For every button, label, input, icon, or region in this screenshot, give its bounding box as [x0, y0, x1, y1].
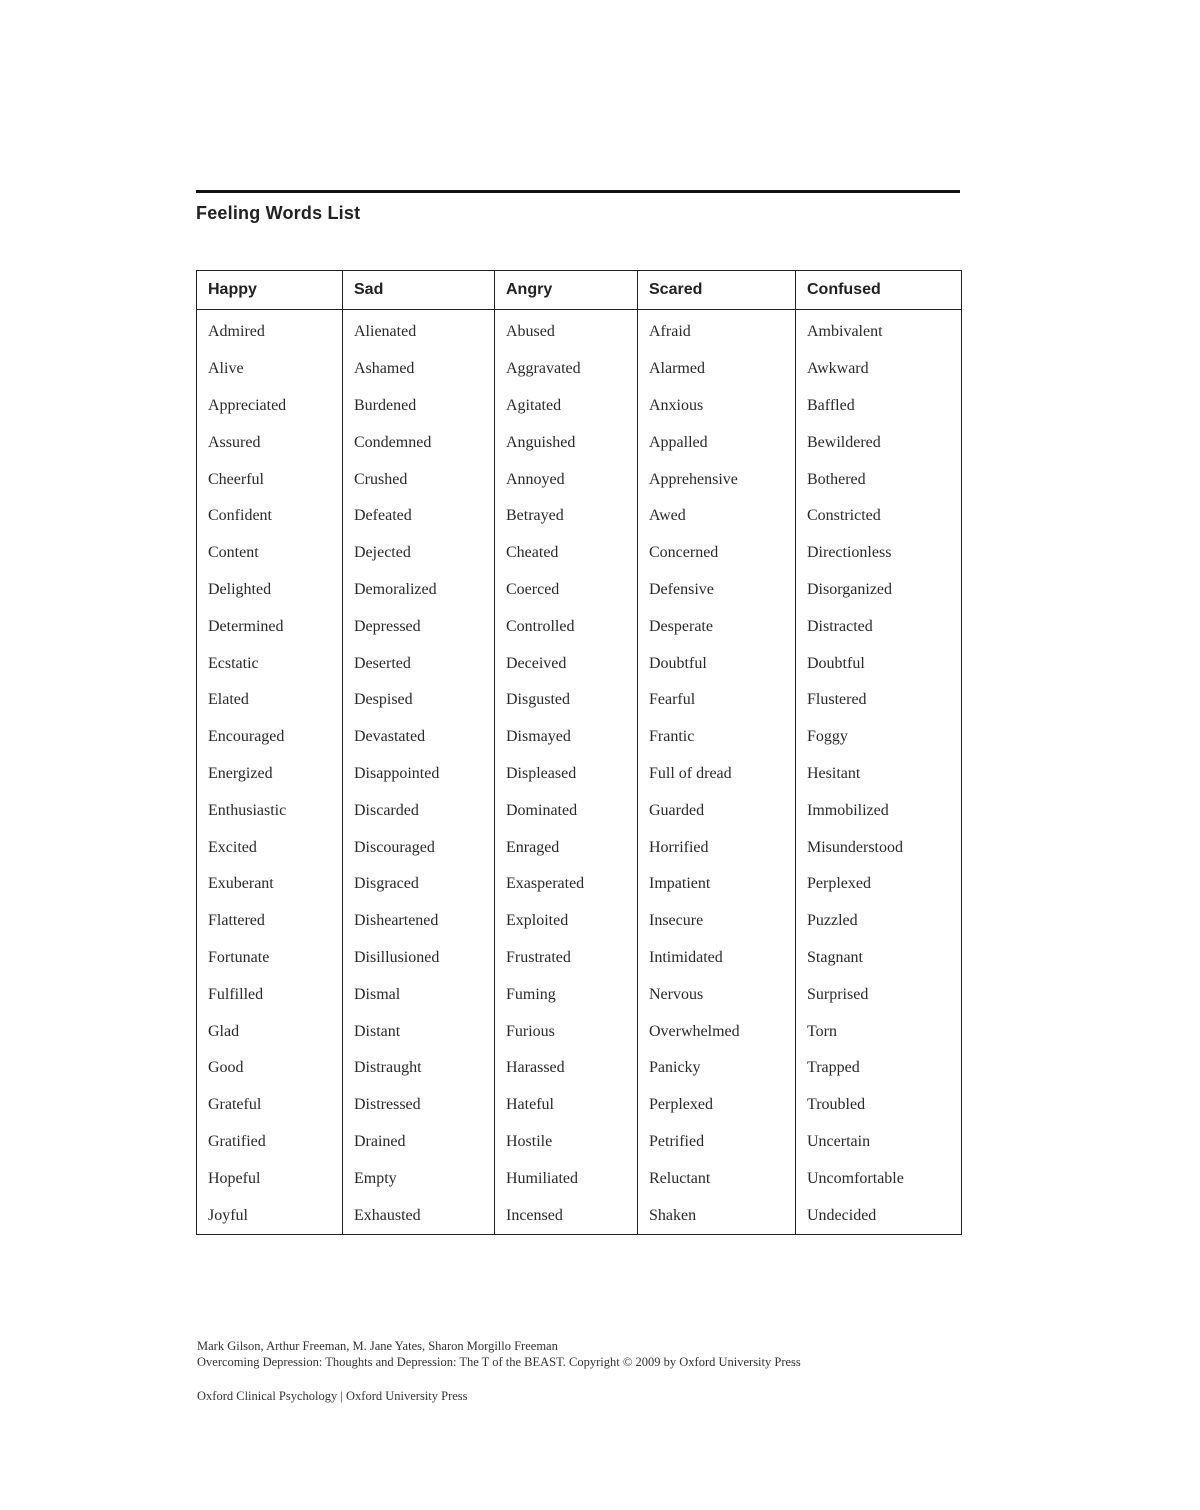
word-cell-sad: Despised: [343, 682, 495, 719]
word-cell-angry: Exploited: [495, 903, 638, 940]
table-row: [197, 608, 962, 645]
table-header: [197, 271, 962, 310]
word-cell-angry: Deceived: [495, 645, 638, 682]
word-cell-scared: Full of dread: [638, 756, 796, 793]
word-cell-scared: Anxious: [638, 388, 796, 425]
word-cell-confused: Bewildered: [796, 424, 962, 461]
word-cell-angry: Hateful: [495, 1087, 638, 1124]
page-title: Feeling Words List: [196, 203, 361, 223]
word-cell-sad: Ashamed: [343, 351, 495, 388]
table-row: [197, 756, 962, 793]
word-cell-scared: Defensive: [638, 572, 796, 609]
word-cell-sad: Distant: [343, 1013, 495, 1050]
word-cell-sad: Exhausted: [343, 1197, 495, 1234]
word-cell-confused: Foggy: [796, 719, 962, 756]
word-cell-sad: Dismal: [343, 976, 495, 1013]
word-cell-angry: Controlled: [495, 608, 638, 645]
word-cell-scared: Impatient: [638, 866, 796, 903]
word-cell-happy: Assured: [197, 424, 343, 461]
word-cell-sad: Crushed: [343, 461, 495, 498]
table-row: [197, 1160, 962, 1197]
footer-book-citation: Overcoming Depression: Thoughts and Depression: The T of the BEAST. Copyright © 2009 by Oxford University Press: [197, 1355, 801, 1369]
word-cell-angry: Frustrated: [495, 940, 638, 977]
word-cell-confused: Awkward: [796, 351, 962, 388]
word-cell-sad: Distraught: [343, 1050, 495, 1087]
word-cell-happy: Ecstatic: [197, 645, 343, 682]
word-cell-angry: Dismayed: [495, 719, 638, 756]
table-row: [197, 1124, 962, 1161]
word-cell-scared: Reluctant: [638, 1160, 796, 1197]
word-cell-scared: Concerned: [638, 535, 796, 572]
word-cell-angry: Agitated: [495, 388, 638, 425]
word-cell-happy: Hopeful: [197, 1160, 343, 1197]
word-cell-happy: Encouraged: [197, 719, 343, 756]
word-cell-scared: Afraid: [638, 310, 796, 351]
word-cell-sad: Depressed: [343, 608, 495, 645]
word-cell-confused: Doubtful: [796, 645, 962, 682]
word-cell-sad: Disappointed: [343, 756, 495, 793]
word-cell-confused: Undecided: [796, 1197, 962, 1234]
word-cell-confused: Constricted: [796, 498, 962, 535]
word-cell-sad: Discarded: [343, 792, 495, 829]
column-header-happy: Happy: [197, 271, 343, 310]
word-cell-happy: Determined: [197, 608, 343, 645]
table-row: [197, 388, 962, 425]
table-row: [197, 498, 962, 535]
table-row: [197, 351, 962, 388]
footer-publisher: Oxford Clinical Psychology | Oxford University Press: [197, 1389, 468, 1403]
word-cell-confused: Directionless: [796, 535, 962, 572]
word-cell-angry: Hostile: [495, 1124, 638, 1161]
word-cell-sad: Deserted: [343, 645, 495, 682]
feeling-words-table: [196, 270, 962, 1235]
word-cell-angry: Displeased: [495, 756, 638, 793]
word-cell-sad: Empty: [343, 1160, 495, 1197]
word-cell-scared: Doubtful: [638, 645, 796, 682]
word-cell-confused: Immobilized: [796, 792, 962, 829]
word-cell-happy: Confident: [197, 498, 343, 535]
table-row: [197, 940, 962, 977]
word-cell-scared: Appalled: [638, 424, 796, 461]
word-cell-angry: Incensed: [495, 1197, 638, 1234]
word-cell-angry: Annoyed: [495, 461, 638, 498]
word-cell-happy: Admired: [197, 310, 343, 351]
word-cell-scared: Perplexed: [638, 1087, 796, 1124]
word-cell-confused: Puzzled: [796, 903, 962, 940]
column-header-sad: Sad: [343, 271, 495, 310]
word-cell-scared: Shaken: [638, 1197, 796, 1234]
table-row: [197, 1013, 962, 1050]
word-cell-scared: Insecure: [638, 903, 796, 940]
word-cell-scared: Guarded: [638, 792, 796, 829]
word-cell-happy: Good: [197, 1050, 343, 1087]
word-cell-sad: Demoralized: [343, 572, 495, 609]
word-cell-angry: Furious: [495, 1013, 638, 1050]
word-cell-confused: Hesitant: [796, 756, 962, 793]
word-cell-sad: Dejected: [343, 535, 495, 572]
word-cell-angry: Enraged: [495, 829, 638, 866]
table-row: [197, 829, 962, 866]
word-cell-happy: Enthusiastic: [197, 792, 343, 829]
word-cell-angry: Disgusted: [495, 682, 638, 719]
word-cell-confused: Perplexed: [796, 866, 962, 903]
word-cell-sad: Disheartened: [343, 903, 495, 940]
word-cell-happy: Alive: [197, 351, 343, 388]
table-row: [197, 976, 962, 1013]
word-cell-scared: Panicky: [638, 1050, 796, 1087]
table-row: [197, 535, 962, 572]
word-cell-scared: Horrified: [638, 829, 796, 866]
word-cell-angry: Harassed: [495, 1050, 638, 1087]
word-cell-happy: Joyful: [197, 1197, 343, 1234]
word-cell-sad: Disgraced: [343, 866, 495, 903]
word-cell-confused: Uncertain: [796, 1124, 962, 1161]
word-cell-happy: Content: [197, 535, 343, 572]
word-cell-confused: Troubled: [796, 1087, 962, 1124]
header-row: [197, 271, 962, 310]
word-cell-angry: Aggravated: [495, 351, 638, 388]
word-cell-happy: Cheerful: [197, 461, 343, 498]
table-row: [197, 866, 962, 903]
table-row: [197, 719, 962, 756]
word-cell-sad: Discouraged: [343, 829, 495, 866]
table-row: [197, 903, 962, 940]
word-cell-confused: Uncomfortable: [796, 1160, 962, 1197]
word-cell-angry: Cheated: [495, 535, 638, 572]
table-row: [197, 1050, 962, 1087]
word-cell-scared: Awed: [638, 498, 796, 535]
table-row: [197, 792, 962, 829]
word-cell-happy: Glad: [197, 1013, 343, 1050]
word-cell-sad: Drained: [343, 1124, 495, 1161]
word-cell-confused: Distracted: [796, 608, 962, 645]
word-cell-happy: Energized: [197, 756, 343, 793]
word-cell-angry: Exasperated: [495, 866, 638, 903]
word-cell-scared: Alarmed: [638, 351, 796, 388]
word-cell-confused: Trapped: [796, 1050, 962, 1087]
word-cell-sad: Condemned: [343, 424, 495, 461]
word-cell-scared: Nervous: [638, 976, 796, 1013]
word-cell-confused: Baffled: [796, 388, 962, 425]
word-cell-happy: Fortunate: [197, 940, 343, 977]
word-cell-happy: Flattered: [197, 903, 343, 940]
word-cell-scared: Apprehensive: [638, 461, 796, 498]
word-cell-angry: Coerced: [495, 572, 638, 609]
word-cell-happy: Delighted: [197, 572, 343, 609]
word-cell-happy: Excited: [197, 829, 343, 866]
word-cell-angry: Betrayed: [495, 498, 638, 535]
table-row: [197, 424, 962, 461]
word-cell-happy: Appreciated: [197, 388, 343, 425]
table-row: [197, 1087, 962, 1124]
word-cell-happy: Fulfilled: [197, 976, 343, 1013]
word-cell-happy: Elated: [197, 682, 343, 719]
word-cell-confused: Surprised: [796, 976, 962, 1013]
word-cell-confused: Ambivalent: [796, 310, 962, 351]
table-body: [197, 310, 962, 1235]
word-cell-sad: Burdened: [343, 388, 495, 425]
title-rule: [196, 190, 960, 193]
column-header-confused: Confused: [796, 271, 962, 310]
table-row: [197, 1197, 962, 1234]
word-cell-angry: Dominated: [495, 792, 638, 829]
word-cell-confused: Bothered: [796, 461, 962, 498]
column-header-angry: Angry: [495, 271, 638, 310]
word-cell-sad: Devastated: [343, 719, 495, 756]
footer-authors: Mark Gilson, Arthur Freeman, M. Jane Yates, Sharon Morgillo Freeman: [197, 1339, 558, 1353]
word-cell-scared: Petrified: [638, 1124, 796, 1161]
column-header-scared: Scared: [638, 271, 796, 310]
table-row: [197, 310, 962, 351]
word-cell-sad: Alienated: [343, 310, 495, 351]
word-cell-confused: Misunderstood: [796, 829, 962, 866]
word-cell-angry: Anguished: [495, 424, 638, 461]
word-cell-scared: Intimidated: [638, 940, 796, 977]
word-cell-confused: Stagnant: [796, 940, 962, 977]
word-cell-sad: Distressed: [343, 1087, 495, 1124]
word-cell-angry: Fuming: [495, 976, 638, 1013]
word-cell-scared: Frantic: [638, 719, 796, 756]
table-row: [197, 461, 962, 498]
word-cell-happy: Grateful: [197, 1087, 343, 1124]
word-cell-scared: Desperate: [638, 608, 796, 645]
word-cell-confused: Torn: [796, 1013, 962, 1050]
word-cell-sad: Disillusioned: [343, 940, 495, 977]
word-cell-scared: Overwhelmed: [638, 1013, 796, 1050]
word-cell-happy: Exuberant: [197, 866, 343, 903]
word-cell-sad: Defeated: [343, 498, 495, 535]
table-row: [197, 645, 962, 682]
word-cell-scared: Fearful: [638, 682, 796, 719]
table-row: [197, 572, 962, 609]
word-cell-angry: Abused: [495, 310, 638, 351]
table-row: [197, 682, 962, 719]
word-cell-confused: Flustered: [796, 682, 962, 719]
word-cell-happy: Gratified: [197, 1124, 343, 1161]
word-cell-confused: Disorganized: [796, 572, 962, 609]
word-cell-angry: Humiliated: [495, 1160, 638, 1197]
